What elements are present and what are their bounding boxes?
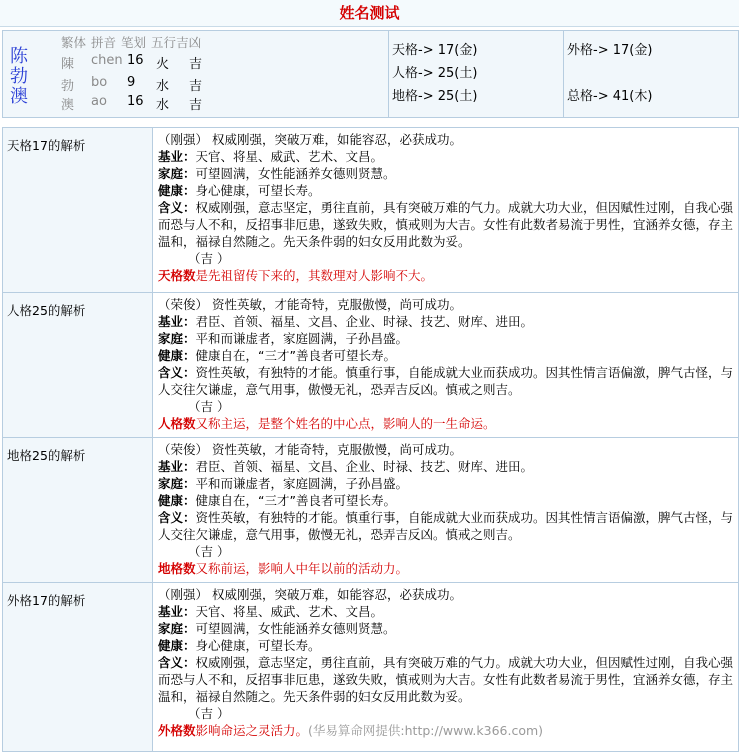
char-strokes: 16	[127, 94, 144, 109]
note-key: 地格数	[158, 561, 196, 576]
jiankang-value: 健康自在，“三才”善良者可望长寿。	[195, 348, 396, 363]
char-pinyin: chen	[91, 53, 123, 68]
wai-ge: 外格-> 17(金)	[567, 43, 653, 58]
char-wuxing: 水	[156, 79, 170, 94]
ge-box-right	[563, 30, 739, 118]
intro: （刚强） 权威刚强，突破万难，如能容忍，必获成功。	[158, 132, 462, 147]
header-traditional: 繁体	[61, 35, 87, 50]
hanyi-key: 含义：	[158, 200, 196, 215]
jiankang-value: 健康自在，“三才”善良者可望长寿。	[195, 493, 396, 508]
row-content	[158, 441, 734, 577]
jiating-value: 可望圆满，女性能涵养女德则贤慧。	[195, 621, 396, 636]
name-char: 陈	[10, 46, 28, 67]
jiye-value: 天官、将星、威武、艺术、文昌。	[195, 149, 384, 164]
note-value: 又称主运，是整个姓名的中心点，影响人的一生命运。	[195, 416, 496, 431]
jiye-key: 基业：	[158, 604, 196, 619]
char-traditional: 勃	[61, 79, 75, 94]
row-label: 天格17的解析	[3, 128, 153, 294]
char-pinyin: bo	[91, 75, 108, 90]
jixiong-verdict: （吉 ）	[188, 706, 230, 721]
char-traditional: 陳	[61, 57, 75, 72]
jiating-key: 家庭：	[158, 476, 196, 491]
name-info-box	[2, 30, 389, 118]
ge-box-left	[388, 30, 564, 118]
jiating-value: 平和而谦虚者，家庭圆满，子孙昌盛。	[195, 476, 409, 491]
note-value: 影响命运之灵活力。	[195, 723, 309, 738]
jiating-key: 家庭：	[158, 621, 196, 636]
jiankang-key: 健康：	[158, 183, 196, 198]
zong-ge: 总格-> 41(木)	[567, 89, 653, 104]
analysis-row	[2, 127, 739, 295]
hanyi-key: 含义：	[158, 655, 196, 670]
jiating-value: 平和而谦虚者，家庭圆满，子孙昌盛。	[195, 331, 409, 346]
row-content	[158, 586, 734, 739]
row-label: 人格25的解析	[3, 293, 153, 439]
char-jixiong: 吉	[189, 79, 203, 94]
jiankang-value: 身心健康，可望长寿。	[195, 183, 321, 198]
char-strokes: 16	[127, 53, 144, 68]
analysis-row	[2, 292, 739, 440]
jiye-value: 君臣、首领、福星、文昌、企业、时禄、技艺、财库、进田。	[195, 459, 534, 474]
name-char: 勃	[10, 66, 28, 87]
jiankang-key: 健康：	[158, 493, 196, 508]
tian-ge: 天格-> 17(金)	[392, 43, 478, 58]
note-value: 是先祖留传下来的，其数理对人影响不大。	[195, 268, 434, 283]
row-label: 外格17的解析	[3, 583, 153, 751]
intro: （刚强） 权威刚强，突破万难，如能容忍，必获成功。	[158, 587, 462, 602]
hanyi-key: 含义：	[158, 365, 196, 380]
note-key: 天格数	[158, 268, 196, 283]
note-key: 人格数	[158, 416, 196, 431]
page-title: 姓名测试	[339, 4, 400, 22]
hanyi-value: 权威刚强，意志坚定，勇往直前，具有突破万难的气力。成就大功大业，但因赋性过刚，自我心强而恐与人不和，反招事非厄患，遂致失败，慎戒则为大吉。女性有此数者易流于男性，宜涵养女德，存主温和，福禄自然随之。先天条件弱的妇女反用此数为妥。	[158, 200, 734, 249]
full-name	[10, 47, 34, 107]
char-wuxing: 水	[156, 98, 170, 113]
jixiong-verdict: （吉 ）	[188, 251, 230, 266]
di-ge: 地格-> 25(土)	[392, 89, 478, 104]
note-value: 又称前运，影响人中年以前的活动力。	[195, 561, 409, 576]
name-char: 澳	[10, 86, 28, 107]
jixiong-verdict: （吉 ）	[188, 399, 230, 414]
ren-ge: 人格-> 25(土)	[392, 66, 478, 81]
jiye-value: 君臣、首领、福星、文昌、企业、时禄、技艺、财库、进田。	[195, 314, 534, 329]
header-wuxing: 五行	[151, 35, 177, 50]
char-traditional: 澳	[61, 98, 75, 113]
hanyi-key: 含义：	[158, 510, 196, 525]
hanyi-value: 资性英敏，有独特的才能。慎重行事，自能成就大业而获成功。因其性情言语偏激，脾气古怪，与人交往欠谦虚，意气用事，傲慢无礼，恐弄吉反凶。慎戒之则吉。	[158, 510, 734, 542]
row-label: 地格25的解析	[3, 438, 153, 584]
row-content	[158, 131, 734, 284]
note-key: 外格数	[158, 723, 196, 738]
jiye-key: 基业：	[158, 314, 196, 329]
char-jixiong: 吉	[189, 98, 203, 113]
summary-panel	[2, 30, 737, 118]
hanyi-value: 权威刚强，意志坚定，勇往直前，具有突破万难的气力。成就大功大业，但因赋性过刚，自我心强而恐与人不和，反招事非厄患，遂致失败，慎戒则为大吉。女性有此数者易流于男性，宜涵养女德，存主温和，福禄自然随之。先天条件弱的妇女反用此数为妥。	[158, 655, 734, 704]
header-pinyin: 拼音	[91, 35, 117, 50]
char-strokes: 9	[127, 75, 136, 90]
jiye-key: 基业：	[158, 149, 196, 164]
jiankang-value: 身心健康，可望长寿。	[195, 638, 321, 653]
hanyi-value: 资性英敏，有独特的才能。慎重行事，自能成就大业而获成功。因其性情言语偏激，脾气古怪，与人交往欠谦虚，意气用事，傲慢无礼，恐弄吉反凶。慎戒之则吉。	[158, 365, 734, 397]
jixiong-verdict: （吉 ）	[188, 544, 230, 559]
jiye-key: 基业：	[158, 459, 196, 474]
intro: （荣俊） 资性英敏，才能奇特，克服傲慢，尚可成功。	[158, 442, 462, 457]
char-wuxing: 火	[156, 57, 170, 72]
char-table-header	[61, 33, 206, 51]
title-bar	[0, 0, 739, 27]
source-credit-link[interactable]: (华易算命网提供:http://www.k366.com)	[308, 723, 544, 738]
jiankang-key: 健康：	[158, 348, 196, 363]
header-jixiong: 吉凶	[176, 35, 202, 50]
analysis-row	[2, 582, 739, 752]
jiankang-key: 健康：	[158, 638, 196, 653]
char-pinyin: ao	[91, 94, 107, 109]
jiating-key: 家庭：	[158, 331, 196, 346]
analysis-row	[2, 437, 739, 585]
jiye-value: 天官、将星、威武、艺术、文昌。	[195, 604, 384, 619]
jiating-value: 可望圆满，女性能涵养女德则贤慧。	[195, 166, 396, 181]
header-strokes: 笔划	[121, 35, 147, 50]
intro: （荣俊） 资性英敏，才能奇特，克服傲慢，尚可成功。	[158, 297, 462, 312]
row-content	[158, 296, 734, 432]
jiating-key: 家庭：	[158, 166, 196, 181]
char-jixiong: 吉	[189, 57, 203, 72]
